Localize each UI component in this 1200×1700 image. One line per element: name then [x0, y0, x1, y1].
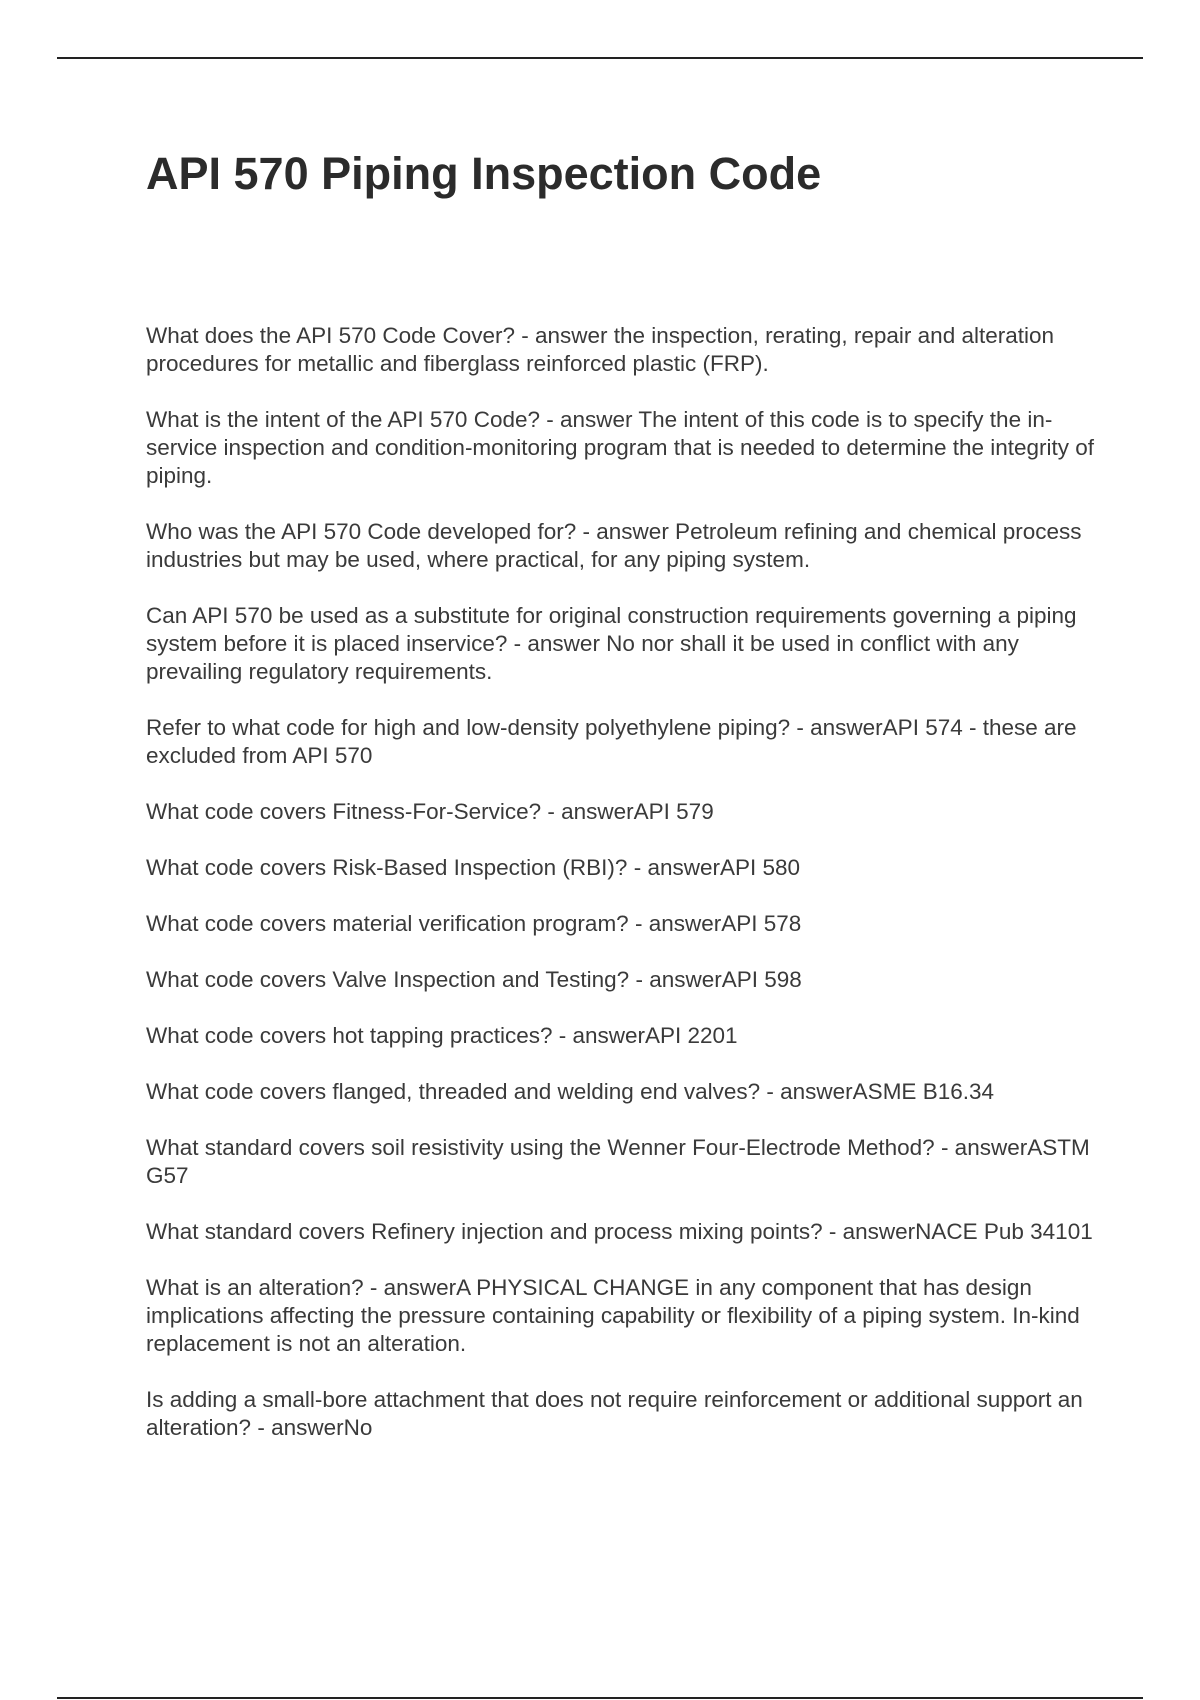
qa-item: What code covers material verification program? - answerAPI 578 [146, 911, 802, 936]
qa-item: Refer to what code for high and low-density polyethylene piping? - answerAPI 574 - these are excluded from API 570 [146, 715, 1077, 768]
document-body [146, 140, 1096, 1470]
qa-item: What code covers flanged, threaded and welding end valves? - answerASME B16.34 [146, 1079, 995, 1104]
qa-item: What is the intent of the API 570 Code? - answer The intent of this code is to specify the in-service inspection and condition-monitoring program that is needed to determine the integrity of piping. [146, 407, 1095, 488]
qa-item: What code covers Fitness-For-Service? - answerAPI 579 [146, 799, 714, 824]
document-title: API 570 Piping Inspection Code [146, 148, 822, 199]
qa-item: Can API 570 be used as a substitute for original construction requirements governing a piping system before it is placed inservice? - answer No nor shall it be used in conflict with any prevailing regulatory requirements. [146, 603, 1077, 684]
qa-item: What does the API 570 Code Cover? - answer the inspection, rerating, repair and alteration procedures for metallic and fiberglass reinforced plastic (FRP). [146, 323, 1055, 376]
qa-item: Who was the API 570 Code developed for? - answer Petroleum refining and chemical process industries but may be used, where practical, for any piping system. [146, 519, 1082, 572]
qa-item: What standard covers soil resistivity using the Wenner Four-Electrode Method? - answerASTM G57 [146, 1135, 1090, 1188]
qa-item: Is adding a small-bore attachment that does not require reinforcement or additional support an alteration? - answerNo [146, 1387, 1083, 1440]
qa-item: What code covers Valve Inspection and Testing? - answerAPI 598 [146, 967, 802, 992]
top-rule [57, 57, 1143, 59]
qa-list [146, 322, 1096, 1442]
qa-item: What is an alteration? - answerA PHYSICAL CHANGE in any component that has design implications affecting the pressure containing capability or flexibility of a piping system. In-kind replacement is not an alteration. [146, 1275, 1080, 1356]
qa-item: What code covers hot tapping practices? - answerAPI 2201 [146, 1023, 738, 1048]
bottom-rule [57, 1697, 1143, 1699]
qa-item: What standard covers Refinery injection and process mixing points? - answerNACE Pub 34101 [146, 1219, 1093, 1244]
qa-item: What code covers Risk-Based Inspection (RBI)? - answerAPI 580 [146, 855, 801, 880]
